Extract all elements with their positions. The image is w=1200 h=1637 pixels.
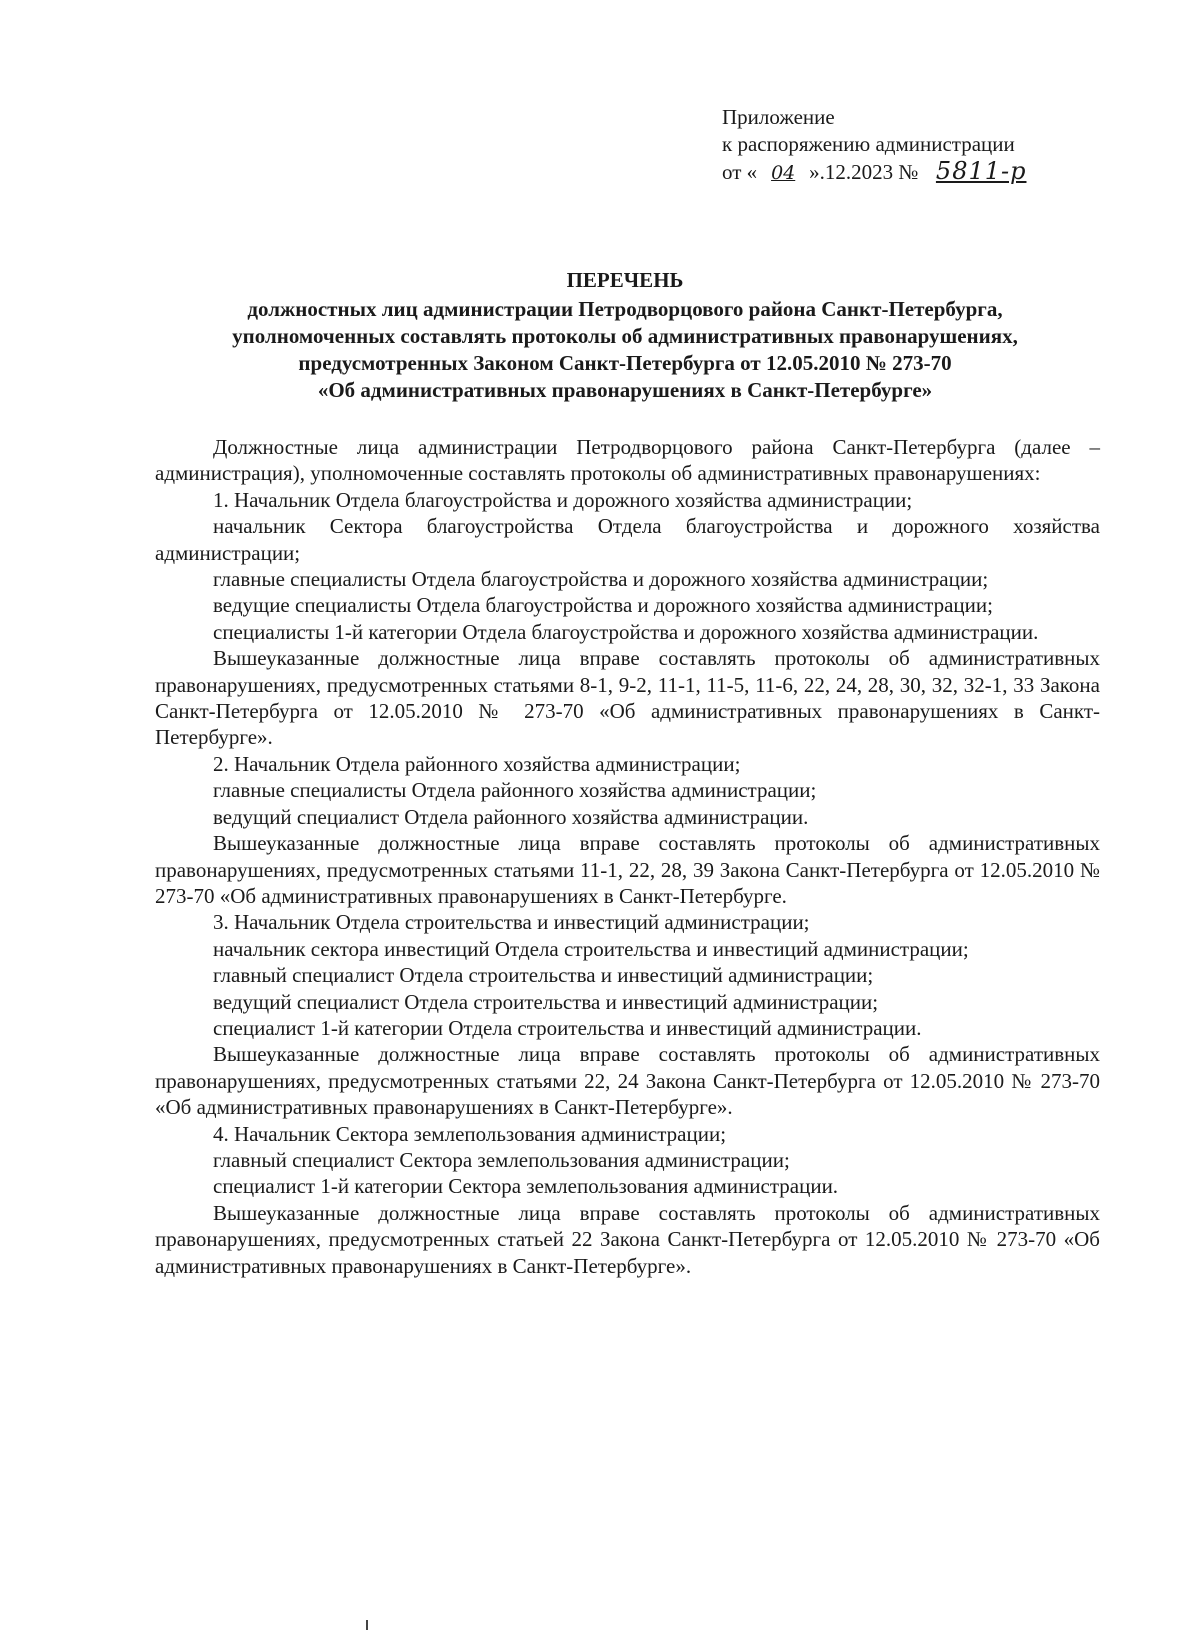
- appendix-label: Приложение: [722, 105, 835, 129]
- handwritten-doc-number: 5811-р: [935, 157, 1027, 185]
- authority-paragraph: Вышеуказанные должностные лица вправе составлять протоколы об административных правонарушениях, предусмотренных статьей 22 Закона Санкт-Петербурга от 12.05.2010 № 273-70 «Об административных правонарушениях в Санкт-Петербурге».: [155, 1200, 1100, 1278]
- position-item: начальник сектора инвестиций Отдела строительства и инвестиций администрации;: [213, 936, 969, 961]
- position-item: главный специалист Сектора землепользования администрации;: [213, 1147, 790, 1172]
- appendix-header: [722, 104, 1039, 187]
- position-item: начальник Сектора благоустройства Отдела благоустройства и дорожного хозяйства администрации;: [155, 514, 1100, 565]
- position-item: главный специалист Отдела строительства и инвестиций администрации;: [213, 963, 874, 988]
- position-item: главные специалисты Отдела благоустройства и дорожного хозяйства администрации;: [213, 567, 989, 592]
- date-suffix: ».12.2023 №: [809, 160, 919, 184]
- title-heading: ПЕРЕЧЕНЬ: [566, 268, 684, 292]
- intro-paragraph: Должностные лица администрации Петродворцового района Санкт-Петербурга (далее – администрация), уполномоченные составлять протоколы об административных правонарушениях:: [155, 435, 1100, 486]
- appendix-date-line: [722, 158, 1039, 187]
- position-item: специалист 1-й категории Отдела строительства и инвестиций администрации.: [213, 1015, 922, 1040]
- scan-artifact-mark: [366, 1620, 368, 1630]
- authority-paragraph: Вышеуказанные должностные лица вправе составлять протоколы об административных правонарушениях, предусмотренных статьями 22, 24 Закона Санкт-Петербурга от 12.05.2010 № 273-70 «Об административных правонарушениях в Санкт-Петербурге».: [155, 1042, 1100, 1120]
- position-item: специалист 1-й категории Сектора землепользования администрации.: [213, 1174, 839, 1199]
- document-body: [155, 434, 1100, 1279]
- position-item: ведущий специалист Отдела строительства и инвестиций администрации;: [213, 989, 879, 1014]
- document-title: [140, 267, 1110, 404]
- position-item: 4. Начальник Сектора землепользования администрации;: [213, 1121, 727, 1146]
- date-prefix: от «: [722, 160, 758, 184]
- position-item: 1. Начальник Отдела благоустройства и дорожного хозяйства администрации;: [213, 487, 913, 512]
- position-item: ведущий специалист Отдела районного хозяйства администрации.: [213, 804, 809, 829]
- authority-paragraph: Вышеуказанные должностные лица вправе составлять протоколы об административных правонарушениях, предусмотренных статьями 8-1, 9-2, 11-1, 11-5, 11-6, 22, 24, 28, 30, 32, 32-1, 33 Закона Санкт-Петербурга от 12.05.2010 № 273-70 «Об административных правонарушениях в Санкт-Петербурге».: [155, 646, 1100, 750]
- position-item: 3. Начальник Отдела строительства и инвестиций администрации;: [213, 910, 810, 935]
- position-item: ведущие специалисты Отдела благоустройства и дорожного хозяйства администрации;: [213, 593, 993, 618]
- title-line: предусмотренных Законом Санкт-Петербурга от 12.05.2010 № 273-70: [298, 351, 952, 375]
- title-line: должностных лиц администрации Петродворцового района Санкт-Петербурга,: [247, 297, 1003, 321]
- position-item: специалисты 1-й категории Отдела благоустройства и дорожного хозяйства администрации.: [213, 619, 1039, 644]
- appendix-reference: к распоряжению администрации: [722, 132, 1015, 156]
- handwritten-day: 04: [771, 162, 796, 184]
- title-line: уполномоченных составлять протоколы об административных правонарушениях,: [232, 324, 1018, 348]
- position-item: главные специалисты Отдела районного хозяйства администрации;: [213, 778, 817, 803]
- title-line: «Об административных правонарушениях в Санкт-Петербурге»: [317, 378, 933, 402]
- position-item: 2. Начальник Отдела районного хозяйства администрации;: [213, 751, 741, 776]
- authority-paragraph: Вышеуказанные должностные лица вправе составлять протоколы об административных правонарушениях, предусмотренных статьями 11-1, 22, 28, 39 Закона Санкт-Петербурга от 12.05.2010 № 273-70 «Об административных правонарушениях в Санкт-Петербурге.: [155, 831, 1100, 908]
